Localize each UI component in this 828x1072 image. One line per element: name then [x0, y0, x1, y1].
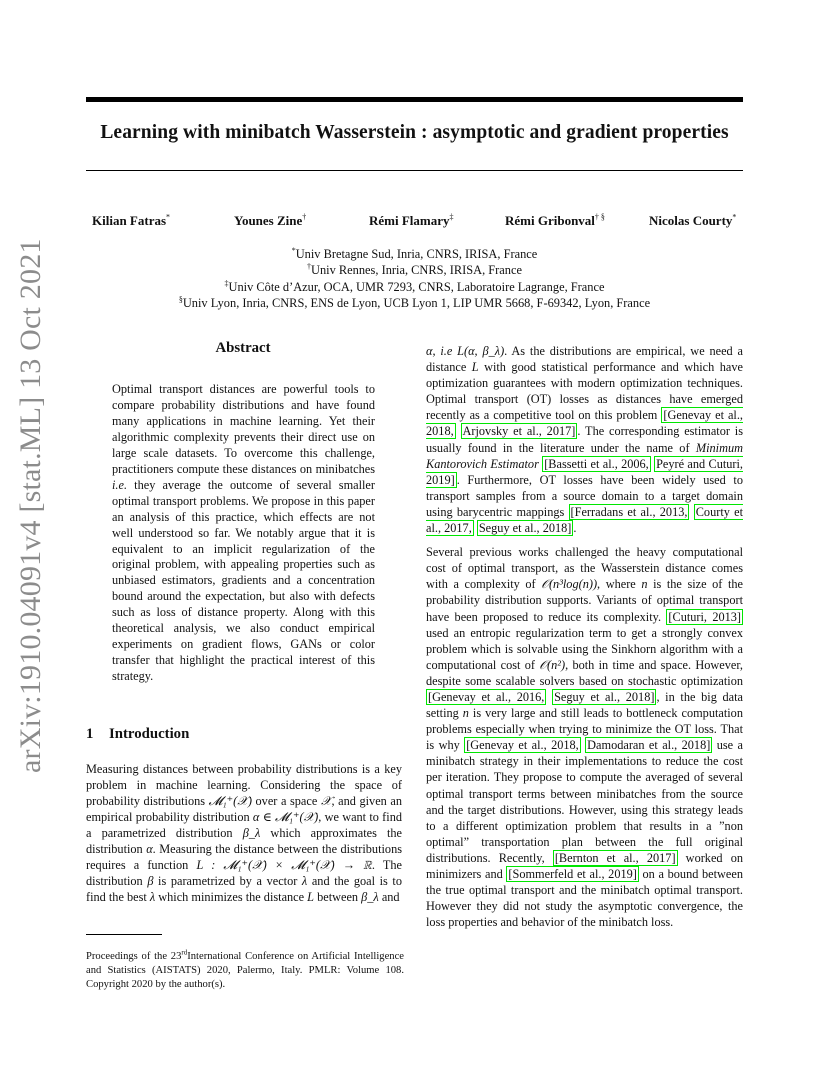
citation-link[interactable]: Peyré and Cuturi, 2019]	[426, 456, 743, 487]
proceedings-footnote: Proceedings of the 23rdInternational Conference on Artificial Intelligence and Statistics (AISTATS) 2020, Palermo, Italy. PMLR: Volume 108. Copyright 2020 by the author(s).	[86, 948, 404, 990]
citation-link[interactable]: [Cuturi, 2013]	[668, 609, 742, 624]
abstract-text: Optimal transport distances are powerful tools to compare probability distributions and have found many applications in machine learning. Yet their algorithmic complexity prevents their direct use on large scale datasets. To overcome this challenge, practitioners compute these distances on minibatches i.e. they average the outcome of several smaller optimal transport problems. We propose in this paper an analysis of this practice, which effects are not well understood so far. We notably argue that it is equivalent to an implicit regularization of the original problem, with appealing properties such as unbiased estimators, gradients and a concentration bound around the expectation, but also with defects such as loss of distance property. Along with this theoretical analysis, we also conduct empirical experiments on gradient flows, GANs or color transfer that highlight the practical interest of this strategy.	[112, 382, 375, 684]
citation-link[interactable]: [Bassetti et al., 2006,	[544, 456, 649, 471]
citation-link[interactable]: Seguy et al., 2018]	[478, 521, 572, 536]
author-fatras: Kilian Fatras*	[92, 212, 171, 228]
arxiv-identifier-stamp: arXiv:1910.04091v4 [stat.ML] 13 Oct 2021	[14, 238, 47, 773]
affiliation-item: †Univ Rennes, Inria, CNRS, IRISA, France	[307, 262, 522, 278]
citation-link[interactable]: [Bernton et al., 2017]	[554, 850, 676, 865]
affiliation-list	[86, 246, 743, 311]
citation-link[interactable]: Arjovsky et al., 2017]	[462, 424, 576, 439]
affiliation-item: *Univ Bretagne Sud, Inria, CNRS, IRISA, France	[291, 245, 538, 261]
affiliation-item: ‡Univ Côte d’Azur, OCA, UMR 7293, CNRS, Laboratoire Lagrange, France	[224, 278, 605, 294]
author-list	[86, 213, 743, 231]
affiliation-item: §Univ Lyon, Inria, CNRS, ENS de Lyon, UCB Lyon 1, LIP UMR 5668, F-69342, Lyon, France	[178, 294, 651, 310]
complexity-paragraph: Several previous works challenged the heavy computational cost of optimal transport, as the Wasserstein distance comes with a complexity of 𝒪(n³log(n)), where n is the size of the probability distribution supports. Variants of optimal transport have been proposed to reduce its complexity. [Cuturi, 2013] used an entropic regularization term to get a strongly convex problem which is solvable using the Sinkhorn algorithm with a computational cost of 𝒪(n²), both in time and space. However, despite some scalable solvers based on stochastic optimization [Genevay et al., 2016, Seguy et al., 2018] , in the big data setting n is very large and still leads to bottleneck computation problems especially when trying to minimize the OT loss. That is why [Genevay et al., 2018, Damodaran et al., 2018] use a minibatch strategy in their implementations to reduce the cost per iteration. They propose to compute the averaged of several optimal transport terms between minibatches from the source and the target distributions. However, using this strategy leads to a different optimization problem that results in a ”non optimal” transportation plan between the full original distributions. Recently, [Bernton et al., 2017] worked on minimizers and [Sommerfeld et al., 2019] on a bound between the true optimal transport and the minibatch optimal transport. However they did not study the asymptotic convergence, the loss properties and behavior of the minibatch loss.	[426, 545, 744, 930]
title-top-rule	[86, 97, 743, 102]
footnote-rule	[86, 934, 162, 935]
author-zine: Younes Zine†	[234, 212, 307, 228]
introduction-heading: 1 Introduction	[86, 726, 190, 742]
citation-link[interactable]: Seguy et al., 2018]	[554, 689, 655, 704]
author-flamary: Rémi Flamary‡	[369, 212, 454, 228]
author-gribonval: Rémi Gribonval† §	[505, 212, 605, 228]
abstract-heading: Abstract	[215, 340, 271, 356]
citation-link[interactable]: [Sommerfeld et al., 2019]	[508, 867, 637, 881]
citation-link[interactable]: [Genevay et al., 2016,	[428, 689, 545, 704]
ot-losses-paragraph: α, i.e L(α, β_λ). As the distributions are empirical, we need a distance L with good statistical performance and which have optimization guarantees with modern optimization techniques. Optimal transport (OT) losses as distances have emerged recently as a competitive tool on this problem [Genevay et al., 2018, Arjovsky et al., 2017] . The corresponding estimator is usually found in the literature under the name of Minimum Kantorovich Estimator [Bassetti et al., 2006, Peyré and Cuturi, 2019] . Furthermore, OT losses have been widely used to transport samples from a source domain to a target domain using barycentric mappings [Ferradans et al., 2013, Courty et al., 2017, Seguy et al., 2018] .	[426, 344, 744, 536]
citation-link[interactable]: Courty et al., 2017,	[426, 504, 744, 536]
introduction-paragraph: Measuring distances between probability distributions is a key problem in machine learning. Considering the space of probability distributions 𝓜₁⁺(𝒳) over a space 𝒳, and given an empirical probability distribution α ∈ 𝓜₁⁺(𝒳), we want to find a parametrized distribution β_λ which approximates the distribution α. Measuring the distance between the distributions requires a function L : 𝓜₁⁺(𝒳) × 𝓜₁⁺(𝒳) → ℝ. The distribution β is parametrized by a vector λ and the goal is to find the best λ which minimizes the distance L between β_λ and	[86, 762, 403, 904]
paper-title: Learning with minibatch Wasserstein : asymptotic and gradient properties	[100, 122, 729, 143]
title-bottom-rule	[86, 170, 743, 171]
citation-link[interactable]: Damodaran et al., 2018]	[587, 738, 711, 753]
right-column	[426, 343, 743, 938]
citation-link[interactable]: [Genevay et al., 2018,	[426, 408, 743, 439]
author-courty: Nicolas Courty*	[649, 212, 737, 228]
citation-link[interactable]: [Genevay et al., 2018,	[466, 738, 579, 753]
citation-link[interactable]: [Ferradans et al., 2013,	[570, 504, 688, 519]
